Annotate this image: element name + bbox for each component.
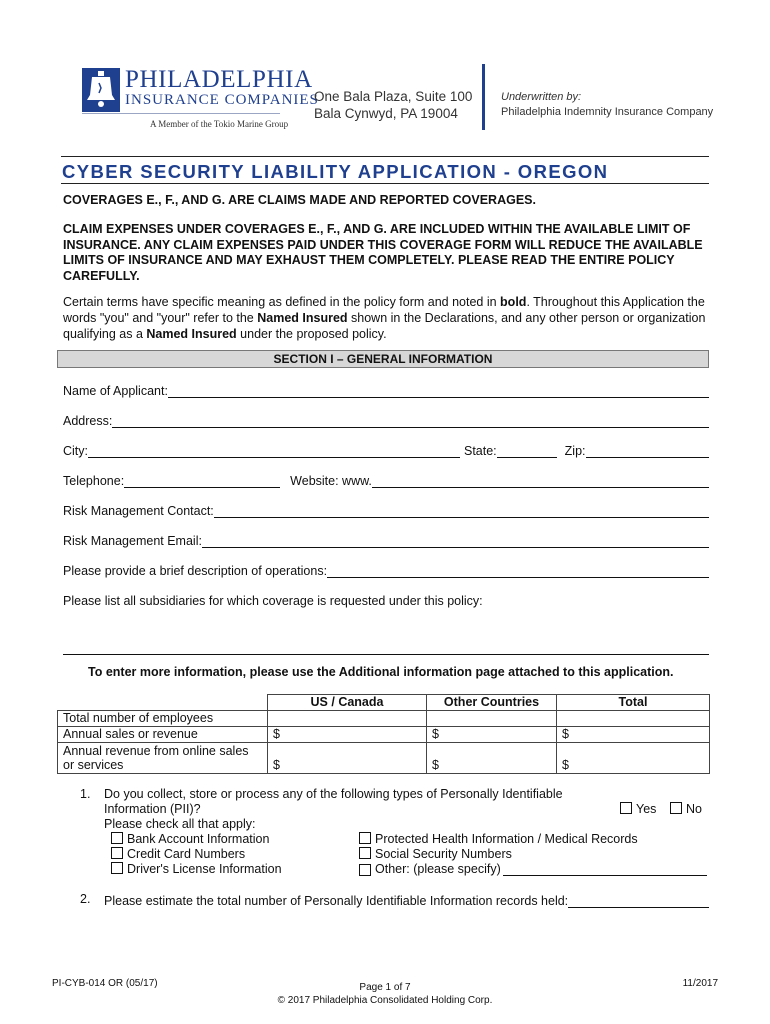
brand-tagline: A Member of the Tokio Marine Group (150, 119, 289, 129)
checkbox[interactable] (359, 832, 371, 844)
pii-records-input[interactable] (568, 895, 709, 908)
company-address (314, 88, 472, 122)
brand-divider (82, 113, 280, 114)
table-cell[interactable]: $ (268, 727, 427, 743)
row-label: Total number of employees (58, 711, 268, 727)
more-info-note: To enter more information, please use the Additional information page attached to this application. (88, 665, 674, 679)
address-input[interactable] (112, 415, 709, 428)
pii-option-credit-card[interactable]: Credit Card Numbers (111, 847, 245, 861)
yes-checkbox[interactable] (620, 802, 632, 814)
row-label: or services (58, 758, 268, 774)
pii-option-drivers-license[interactable]: Driver's License Information (111, 862, 282, 876)
table-cell[interactable]: $ (427, 727, 557, 743)
state-label: State: (464, 444, 497, 458)
title-rule-top (61, 156, 709, 157)
table-row (58, 727, 710, 743)
telephone-field[interactable] (124, 474, 280, 488)
pii-records-field[interactable] (568, 894, 709, 908)
other-specify-input[interactable] (503, 863, 707, 876)
table-cell[interactable]: $ (427, 743, 557, 774)
table-cell[interactable]: $ (557, 727, 710, 743)
address-row (63, 410, 709, 428)
risk-contact-field[interactable] (214, 504, 709, 518)
operations-label: Please provide a brief description of operations: (63, 564, 328, 578)
question-1-number: 1. (80, 787, 91, 801)
pii-option-ssn[interactable]: Social Security Numbers (359, 847, 512, 861)
question-2-number: 2. (80, 892, 91, 906)
operations-field[interactable] (327, 564, 709, 578)
address-label: Address: (63, 414, 113, 428)
employees-revenue-table (57, 694, 710, 774)
address-field[interactable] (112, 414, 709, 428)
table-cell[interactable] (268, 711, 427, 727)
liberty-bell-logo-icon (82, 68, 120, 112)
no-checkbox[interactable] (670, 802, 682, 814)
pii-option-other[interactable]: Other: (please specify) (359, 862, 707, 876)
address-line-2: Bala Cynwyd, PA 19004 (314, 106, 458, 121)
risk-email-field[interactable] (202, 534, 709, 548)
applicant-name-label: Name of Applicant: (63, 384, 168, 398)
checkbox[interactable] (111, 847, 123, 859)
col-header-us-canada: US / Canada (268, 695, 427, 711)
table-cell[interactable] (427, 711, 557, 727)
checkbox[interactable] (359, 847, 371, 859)
telephone-input[interactable] (124, 475, 280, 488)
applicant-name-row (63, 380, 709, 398)
telephone-row (63, 470, 709, 488)
operations-row (63, 560, 709, 578)
pii-option-bank-account[interactable]: Bank Account Information (111, 832, 269, 846)
no-option[interactable]: No (670, 802, 702, 816)
state-field[interactable] (497, 444, 557, 458)
form-id: PI-CYB-014 OR (05/17) (52, 978, 158, 989)
pii-option-health-info[interactable]: Protected Health Information / Medical Records (359, 832, 638, 846)
header-divider (482, 64, 485, 130)
checkbox[interactable] (111, 832, 123, 844)
subsidiaries-label: Please list all subsidiaries for which coverage is requested under this policy: (63, 594, 483, 608)
zip-input[interactable] (586, 445, 709, 458)
website-label: Website: www. (290, 474, 372, 488)
page-number: Page 1 of 7 (359, 982, 411, 993)
applicant-name-field[interactable] (168, 384, 709, 398)
underwritten-label: Underwritten by: (501, 91, 582, 103)
zip-field[interactable] (586, 444, 709, 458)
row-label: Annual revenue from online sales (58, 743, 268, 759)
risk-contact-input[interactable] (214, 505, 709, 518)
city-label: City: (63, 444, 88, 458)
city-input[interactable] (88, 445, 460, 458)
website-field[interactable] (372, 474, 709, 488)
risk-email-input[interactable] (202, 535, 709, 548)
risk-contact-row (63, 500, 709, 518)
operations-input[interactable] (327, 565, 709, 578)
city-row (63, 440, 709, 458)
brand-subtitle: INSURANCE COMPANIES (125, 92, 319, 108)
checkbox[interactable] (111, 862, 123, 874)
subsidiaries-row (63, 590, 709, 608)
intro-paragraph: Certain terms have specific meaning as defined in the policy form and noted in bold. Throughout this Application the words "you" and "your" refer to the Named Insured shown in the Declarations, and any other person or organization qualifying as a Named Insured under the proposed policy. (63, 295, 706, 341)
col-header-total: Total (557, 695, 710, 711)
col-header-other-countries: Other Countries (427, 695, 557, 711)
subsidiaries-field[interactable] (63, 654, 709, 655)
title-rule-bottom (61, 183, 709, 184)
question-1-text: Do you collect, store or process any of the following types of Personally Identifiable Information (PII)? Please check all that apply: (104, 787, 563, 831)
table-cell[interactable]: $ (268, 743, 427, 774)
underwriter-name: Philadelphia Indemnity Insurance Company (501, 106, 714, 118)
state-input[interactable] (497, 445, 557, 458)
table-row (58, 711, 710, 727)
form-date: 11/2017 (682, 978, 718, 989)
city-field[interactable] (88, 444, 460, 458)
brand-name: PHILADELPHIA (125, 66, 313, 93)
table-cell[interactable] (557, 711, 710, 727)
other-specify-field[interactable] (503, 862, 707, 876)
table-cell[interactable]: $ (557, 743, 710, 774)
row-label: Annual sales or revenue (58, 727, 268, 743)
checkbox[interactable] (359, 864, 371, 876)
zip-label: Zip: (564, 444, 586, 458)
page-title: CYBER SECURITY LIABILITY APPLICATION - OREGON (62, 161, 609, 182)
telephone-label: Telephone: (63, 474, 125, 488)
yes-option[interactable]: Yes (620, 802, 656, 816)
section-heading: SECTION I – GENERAL INFORMATION (57, 350, 709, 368)
claims-made-notice: COVERAGES E., F., AND G. ARE CLAIMS MADE AND REPORTED COVERAGES. (63, 193, 536, 207)
risk-email-label: Risk Management Email: (63, 534, 202, 548)
claim-expenses-notice: CLAIM EXPENSES UNDER COVERAGES E., F., AND G. ARE INCLUDED WITHIN THE AVAILABLE LIMIT OF INSURANCE. ANY CLAIM EXPENSES PAID UNDER THIS COVERAGE FORM WILL REDUCE THE AVAILABLE LIMITS OF INSURANCE AND MAY EXHAUST THEM COMPLETELY. PLEASE READ THE ENTIRE POLICY CAREFULLY. (63, 222, 703, 283)
applicant-name-input[interactable] (168, 385, 709, 398)
copyright: © 2017 Philadelphia Consolidated Holding Corp. (277, 995, 493, 1006)
table-row (58, 743, 710, 759)
question-2-row (104, 890, 709, 908)
address-line-1: One Bala Plaza, Suite 100 (314, 89, 473, 104)
risk-email-row (63, 530, 709, 548)
risk-contact-label: Risk Management Contact: (63, 504, 214, 518)
question-2-text: Please estimate the total number of Personally Identifiable Information records held: (104, 894, 569, 908)
website-input[interactable] (372, 475, 709, 488)
